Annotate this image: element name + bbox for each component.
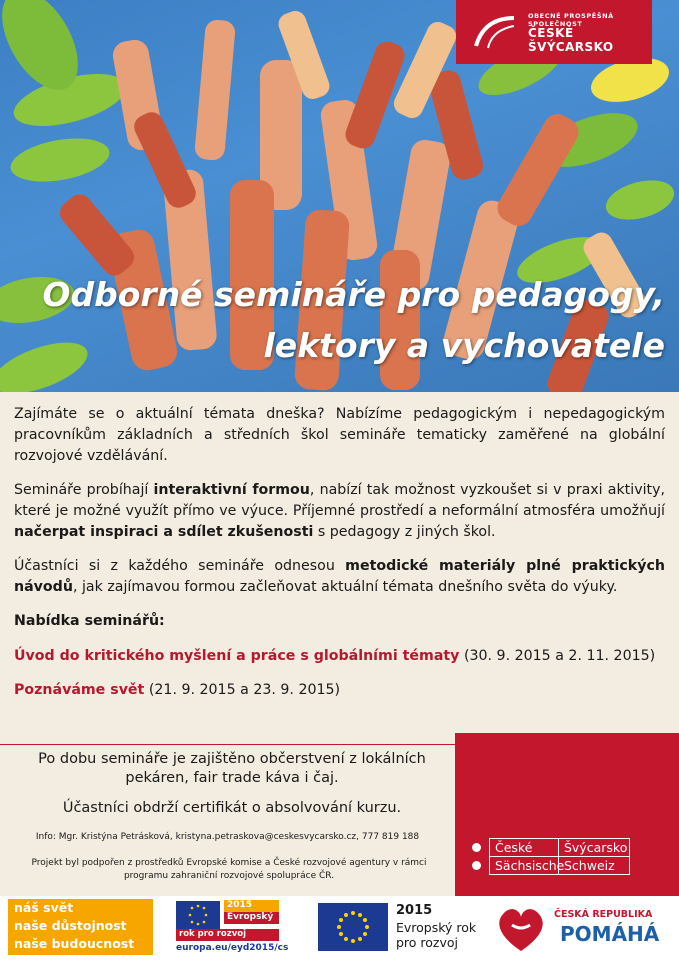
contact-info: Info: Mgr. Kristýna Petrásková, kristyna.petraskova@ceskesvycarsko.cz, 777 819 188 bbox=[35, 832, 420, 842]
org-name: ČESKÉ ŠVÝCARSKO bbox=[528, 26, 614, 54]
seminar-item bbox=[14, 646, 665, 667]
main-content bbox=[14, 404, 665, 714]
org-tagline: OBECNÉ PROSPĚŠNÁ SPOLEČNOST bbox=[528, 12, 614, 28]
hero-image bbox=[0, 0, 679, 392]
support-note: Projekt byl podpořen z prostředků Evropské komise a České rozvojové agentury v rámci programu zahraniční rozvojové spolupráce ČR. bbox=[31, 858, 427, 881]
dot-icon bbox=[472, 861, 481, 870]
heart-hands-icon bbox=[492, 901, 550, 955]
seminar-item bbox=[14, 680, 665, 701]
nas-svet-logo: náš svět naše důstojnost naše budoucnost bbox=[8, 899, 153, 955]
dot-icon bbox=[472, 843, 481, 852]
seminar-title: Úvod do kritického myšlení a práce s globálními tématy bbox=[14, 648, 460, 664]
certificate-note: Účastníci obdrží certifikát o absolvování kurzu. bbox=[62, 800, 402, 816]
arc-logo-icon bbox=[470, 12, 520, 52]
footer-logos: náš svět naše důstojnost naše budoucnost 2015 Evropský rok pro rozvoj europa.eu/eyd2015/cs 2015 Evropský rok pro rozvoj ČESKÁ REPUBLIKA POMÁHÁ bbox=[0, 896, 679, 960]
page-title-line1: Odborné semináře pro pedagogy, bbox=[42, 275, 665, 314]
region-logo: České Švýcarsko Sächsische Schweiz bbox=[472, 838, 630, 874]
eu-flag-icon bbox=[318, 903, 388, 951]
eu-flag-icon bbox=[176, 901, 220, 929]
intro-paragraph: Zajímáte se o aktuální témata dneška? Nabízíme pedagogickým i nepedagogickým pracovníkům základních a středních škol semináře tematicky zaměřené na globální rozvojové vzdělávání. bbox=[14, 406, 665, 464]
info-box bbox=[0, 745, 455, 895]
org-logo bbox=[456, 0, 652, 64]
materials-paragraph: Účastníci si z každého semináře odnesou metodické materiály plné praktických návodů, jak zajímavou formou začleňovat aktuální témata dnešního světa do výuky. bbox=[14, 558, 665, 595]
refreshments-note: Po dobu semináře je zajištěno občerstvení z lokálních pekáren, fair trade káva i čaj. bbox=[38, 751, 426, 786]
format-paragraph: Semináře probíhají interaktivní formou, nabízí tak možnost vyzkoušet si v praxi aktivity, které je možné využít přímo ve výuce. Příjemné prostředí a neformální atmosféra umožňují načerpat inspiraci a sdílet zkušenosti s pedagogy z jiných škol. bbox=[14, 482, 665, 540]
page-title-line2: lektory a vychovatele bbox=[263, 326, 665, 365]
offer-heading: Nabídka seminářů: bbox=[14, 613, 165, 629]
seminar-title: Poznáváme svět bbox=[14, 682, 145, 698]
eyd-url: europa.eu/eyd2015/cs bbox=[176, 943, 289, 953]
seminar-dates: (21. 9. 2015 a 23. 9. 2015) bbox=[144, 682, 341, 698]
seminar-dates: (30. 9. 2015 a 2. 11. 2015) bbox=[459, 648, 656, 664]
